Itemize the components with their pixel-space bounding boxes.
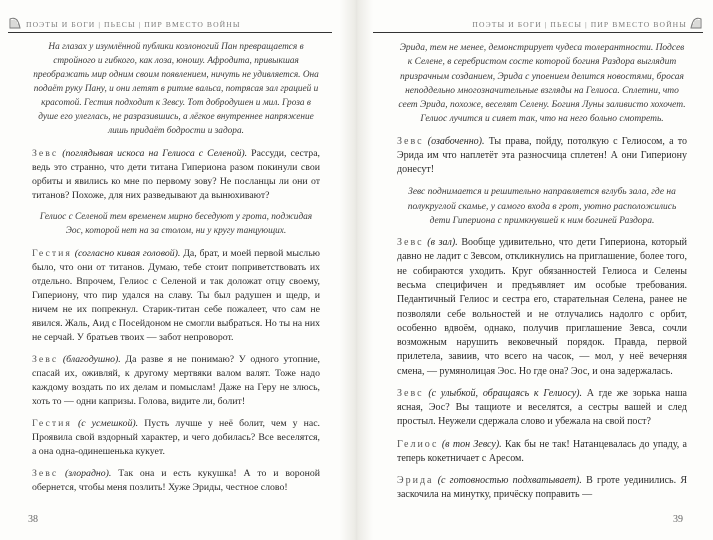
speaker-direction: (озабоченно). <box>423 135 485 147</box>
page-number: 39 <box>673 514 683 525</box>
speech-text: В гроте уединились. Я заскочила на минутку, причёску поправить — <box>397 475 688 501</box>
dialogue-line <box>397 474 687 503</box>
harp-emblem-icon <box>689 16 703 30</box>
speaker-direction: (в зал). <box>423 237 458 249</box>
speaker-direction: (поглядывая искоса на Гелиоса с Селеной). <box>58 147 248 159</box>
dialogue-line <box>32 353 320 409</box>
page-text <box>397 41 687 503</box>
speaker-name: Зевс <box>32 467 59 479</box>
speaker-direction: (с усмешкой). <box>71 417 139 429</box>
paragraph-gap <box>32 409 320 417</box>
speaker-direction: (в тон Зевсу). <box>438 438 502 450</box>
paragraph-gap <box>32 239 320 247</box>
running-head: ПОЭТЫ И БОГИ | ПЬЕСЫ | ПИР ВМЕСТО ВОЙНЫ <box>472 20 687 29</box>
paragraph-gap <box>32 345 320 353</box>
speaker-direction: (благодушно). <box>58 353 121 365</box>
stage-direction: Гелиос с Селеной тем временем мирно беседуют у грота, поджидая Эос, которой нет на за столом, ни у кругу танцующих. <box>39 211 313 236</box>
stage-direction: На глазах у изумлённой публики козлоногий Пан превращается в стройного и гибкого, как лоза, юношу. Афродита, привыкшая преображать мир одним своим появлением, ничуть не удивляется. Она подаёт руку Пану, и они летят в ритме вальса, потрясая зал грацией и красотой. Гестия подходит к Зевсу. Тот добродушен и мил. Гроза в душе его улеглась, не разразившись, а лёгкое внутреннее напряжение лишь придаёт бодрости и задора. <box>33 42 319 136</box>
speech-text: Да разве я не понимаю? У одного утопние, спасай их, оживляй, к другому мертвяки валом валят. Тоже надо каждому воздать по их делам и помыслам! Даже на Геру не злюсь, хоть то — одни капризы. Голова, видите ли, болит! <box>32 353 320 407</box>
dialogue-line <box>32 147 320 203</box>
dialogue-line <box>397 236 687 379</box>
speaker-name: Зевс <box>397 135 424 147</box>
speech-text: А где же зорька наша ясная, Эос? Вы тащиоте и веселятся, а сестры вашей и след простыл. Неужели сдержала слово и убежала на свой пост? <box>397 387 688 428</box>
right-page <box>373 0 713 540</box>
dialogue-line <box>397 135 687 178</box>
dialogue-line <box>32 417 320 459</box>
paragraph-gap <box>32 459 320 467</box>
speaker-name: Гестия <box>32 247 72 259</box>
dialogue-line <box>397 387 687 430</box>
speaker-name: Гелиос <box>397 438 439 450</box>
speech-text: Как бы не так! Натанцевалась до упаду, а теперь кокетничает с Аресом. <box>397 438 687 464</box>
speech-text: Вообще удивительно, что дети Гипериона, который давно не ладит с Зевсом, откликнулись на приглашение, более того, не собираются уходить. Круг обязанностей Гелиоса и Селены весьма специфичен и предъявляет им особые требования. Педантичный Гелиос и сестра его, старательная Селена, ранее не позволяли себе вольностей и не отлучались надолго с орбит, особенно вдвоём, однако, получив приглашение Зевса, сочли возможным нарушить вековечный порядок. Правда, первой прилетела, завиив, что всего на часок, — мол, у неё вечерняя смена, — румянолицая Эос. Но где она? Эос, и она задержалась. <box>397 237 688 377</box>
paragraph-gap <box>32 203 320 211</box>
paragraph-gap <box>397 466 687 474</box>
harp-emblem-icon <box>8 16 22 30</box>
paragraph-gap <box>32 139 320 147</box>
dialogue-line <box>32 467 320 495</box>
paragraph-gap <box>397 430 687 438</box>
speech-text: Да, брат, и моей первой мыслью было, что они от титанов. Думаю, тебе стоит поприветствовать их отдельно. Впрочем, Гелиос с Селеной и так доложат отцу своему, Гипериону, что пир удался на славу. Ты был радушен и щедр, и ничем не их попрекнул. Старик-титан себе пожалеет, что сам не явился. Жаль, Аид с Посейдоном не смогли выбраться. Но ты на них не серчай. У братьев твоих — забот непроворот. <box>32 247 320 343</box>
paragraph-gap <box>397 177 687 185</box>
header-rule <box>373 32 703 33</box>
running-head: ПОЭТЫ И БОГИ | ПЬЕСЫ | ПИР ВМЕСТО ВОЙНЫ <box>26 20 241 29</box>
dialogue-line <box>397 438 687 467</box>
dialogue-line <box>32 247 320 345</box>
speaker-name: Зевс <box>397 387 424 399</box>
speaker-name: Зевс <box>397 237 424 249</box>
left-page <box>0 0 340 540</box>
book-gutter <box>340 0 373 540</box>
paragraph-gap <box>397 228 687 236</box>
page-number: 38 <box>28 514 38 525</box>
speaker-name: Зевс <box>32 353 59 365</box>
stage-direction: Эрида, тем не менее, демонстрирует чудеса толерантности. Подсев к Селене, в серебристом состе которой богиня Раздора выглядит призрачным созданием, Эрида с упоением делится новостями, бросая неподдельно многозначительные взгляды на Гелиоса. Сплетни, что сеет Эрида, похоже, веселят Селену. Богиня Луны заливисто хохочет. Гелиос лучится и сияет так, что на него больно смотреть. <box>398 43 686 125</box>
paragraph-gap <box>397 127 687 135</box>
speaker-name: Гестия <box>32 417 72 429</box>
speaker-name: Эрида <box>397 475 434 487</box>
speaker-name: Зевс <box>32 147 59 159</box>
speaker-direction: (с улыбкой, обращаясь к Гелиосу). <box>423 387 582 399</box>
paragraph-gap <box>397 379 687 387</box>
speaker-direction: (согласно кивая головой). <box>71 247 181 259</box>
speech-text: Рассуди, сестра, ведь это странно, что дети титана Гипериона разом покинули свои орбиты и явились ко мне по первому зову? Не посланцы ли они от титанов? Похоже, для них разведывают да вынюхивают? <box>32 147 321 201</box>
stage-direction: Зевс поднимается и решительно направляется вглубь зала, где на полукруглой скамье, у самого входа в грот, уютно расположились дети Гипериона с примкнувшей к ним богиней Раздора. <box>407 187 677 226</box>
speech-text: Пусть лучше у неё болит, чем у нас. Проявила свой вздорный характер, и чего добилась? Все веселятся, а она одна-одинешенька кукует. <box>32 417 320 457</box>
speaker-direction: (злорадно). <box>58 467 112 479</box>
speech-text: Так она и есть кукушка! А то и вороной обернется, чтобы меня позлить! Хуже Эриды, честное слово! <box>32 467 320 493</box>
page-text <box>32 41 320 495</box>
speaker-direction: (с готовностью подхватывает). <box>433 475 582 487</box>
header-rule <box>8 32 332 33</box>
speech-text: Ты права, пойду, потолкую с Гелиосом, а то Эрида им что нaплетёт эта разносчица сплетен! А они Гипериону донесут! <box>397 135 688 176</box>
